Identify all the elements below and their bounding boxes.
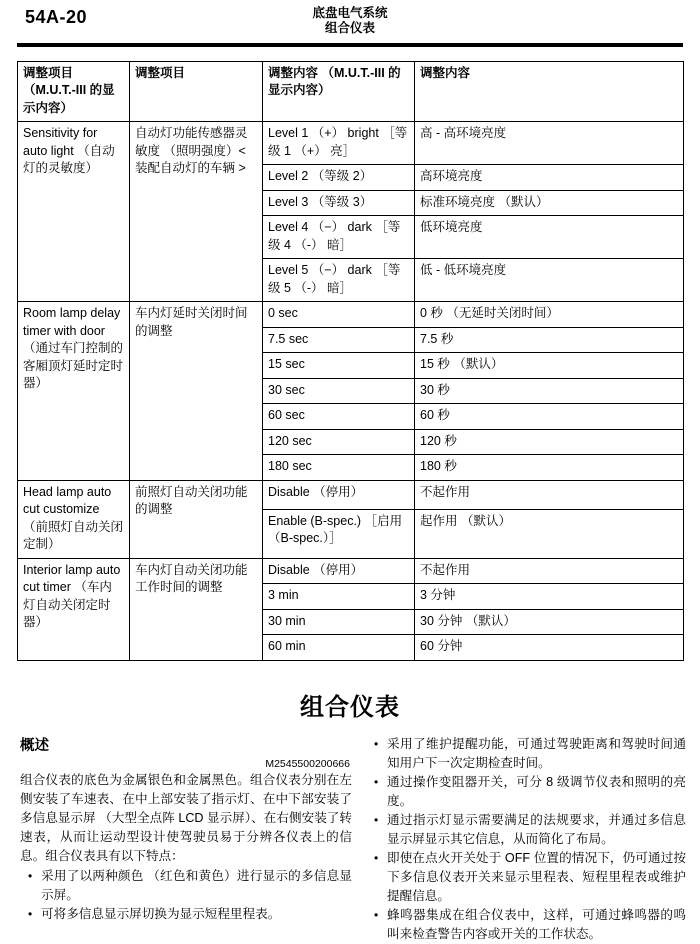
table-header-cell: 调整内容 （M.U.T.-III 的显示内容） <box>263 61 415 122</box>
value-cell: 180 sec <box>263 455 415 481</box>
value-cell: Level 3 （等级 3） <box>263 190 415 216</box>
header-chapter-title: 底盘电气系统 <box>312 6 388 20</box>
value-desc-cell: 高 - 高环境亮度 <box>415 122 684 165</box>
value-desc-cell: 30 秒 <box>415 378 684 404</box>
value-cell: Enable (B-spec.) ［启用 （B-spec.）］ <box>263 509 415 558</box>
overview-paragraph: 组合仪表的底色为金属银色和金属黑色。组合仪表分别在左侧安装了车速表、在中上部安装了指示灯、在中下部安装了多信息显示屏 （大型全点阵 LCD 显示屏）、在右侧安装了转速表，从而让运动型设计使驾驶员易于分辨各仪表上的信息。组合仪表具有以下特点： <box>20 772 352 863</box>
value-desc-cell: 120 秒 <box>415 429 684 455</box>
table-row <box>18 122 684 165</box>
item-cell: Sensitivity for auto light （自动灯的灵敏度） <box>18 122 130 302</box>
feature-bullet: • 采用了维护提醒功能，可通过驾驶距离和驾驶时间通知用户下一次定期检查时间。 <box>374 735 686 773</box>
header-section-titles <box>0 0 700 36</box>
value-desc-cell: 7.5 秒 <box>415 327 684 353</box>
value-desc-cell: 不起作用 <box>415 480 684 509</box>
header-subsection-title: 组合仪表 <box>324 21 375 35</box>
table-header-cell: 调整内容 <box>415 61 684 122</box>
doc-number: M2545500200666 <box>265 757 350 770</box>
feature-bullet: • 采用了以两种颜色 （红色和黄色）进行显示的多信息显示屏。 <box>28 867 352 905</box>
value-cell: Level 1 （+） bright ［等级 1 （+） 亮］ <box>263 122 415 165</box>
value-cell: 120 sec <box>263 429 415 455</box>
feature-bullet: • 可将多信息显示屏切换为显示短程里程表。 <box>28 905 352 924</box>
two-column-body <box>0 728 700 944</box>
value-desc-cell: 180 秒 <box>415 455 684 481</box>
value-desc-cell: 15 秒 （默认） <box>415 353 684 379</box>
value-cell: Level 2 （等级 2） <box>263 165 415 191</box>
item-desc-cell: 自动灯功能传感器灵敏度 （照明强度）< 装配自动灯的车辆 > <box>130 122 263 302</box>
value-cell: 60 sec <box>263 404 415 430</box>
table-row <box>18 558 684 584</box>
feature-bullet: • 通过指示灯显示需要满足的法规要求，并通过多信息显示屏显示其它信息，从而简化了布局。 <box>374 811 686 849</box>
value-cell: Disable （停用） <box>263 558 415 584</box>
feature-list-right <box>366 735 686 944</box>
page-number: 54A-20 <box>25 7 88 27</box>
item-desc-cell: 前照灯自动关闭功能的调整 <box>130 480 263 558</box>
item-cell: Interior lamp auto cut timer （车内灯自动关闭定时器） <box>18 558 130 660</box>
value-cell: 30 min <box>263 609 415 635</box>
value-desc-cell: 3 分钟 <box>415 584 684 610</box>
table-header-row <box>18 61 684 122</box>
running-header <box>0 0 700 42</box>
item-desc-cell: 车内灯延时关闭时间的调整 <box>130 302 263 481</box>
header-rule <box>17 43 683 47</box>
adjustment-table <box>17 61 684 661</box>
value-desc-cell: 低 - 低环境亮度 <box>415 259 684 302</box>
feature-bullet: • 即使在点火开关处于 OFF 位置的情况下，仍可通过按下多信息仪表开关来显示里程表、短程里程表或维护提醒信息。 <box>374 849 686 906</box>
overview-heading: 概述 <box>20 737 49 754</box>
value-desc-cell: 60 秒 <box>415 404 684 430</box>
value-desc-cell: 0 秒 （无延时关闭时间） <box>415 302 684 328</box>
value-cell: 7.5 sec <box>263 327 415 353</box>
value-desc-cell: 60 分钟 <box>415 635 684 661</box>
table-row <box>18 480 684 509</box>
value-cell: 30 sec <box>263 378 415 404</box>
table-header-cell: 调整项目 （M.U.T.-III 的显示内容） <box>18 61 130 122</box>
item-cell: Room lamp delay timer with door （通过车门控制的客厢顶灯延时定时器） <box>18 302 130 481</box>
item-cell: Head lamp auto cut customize （前照灯自动关闭定制） <box>18 480 130 558</box>
item-desc-cell: 车内灯自动关闭功能工作时间的调整 <box>130 558 263 660</box>
left-column <box>20 732 352 944</box>
value-cell: 0 sec <box>263 302 415 328</box>
table-header-cell: 调整项目 <box>130 61 263 122</box>
value-cell: Level 5 （−） dark ［等级 5 （-） 暗］ <box>263 259 415 302</box>
value-cell: 15 sec <box>263 353 415 379</box>
value-desc-cell: 不起作用 <box>415 558 684 584</box>
value-cell: Disable （停用） <box>263 480 415 509</box>
table-row <box>18 302 684 328</box>
section-title: 组合仪表 <box>300 693 400 721</box>
value-desc-cell: 起作用 （默认） <box>415 509 684 558</box>
feature-bullet: • 蜂鸣器集成在组合仪表中，这样，可通过蜂鸣器的鸣叫来检查警告内容或开关的工作状态。 <box>374 906 686 944</box>
value-cell: 3 min <box>263 584 415 610</box>
value-desc-cell: 标准环境亮度 （默认） <box>415 190 684 216</box>
value-desc-cell: 30 分钟 （默认） <box>415 609 684 635</box>
value-desc-cell: 低环境亮度 <box>415 216 684 259</box>
feature-bullet: • 通过操作变阻器开关，可分 8 级调节仪表和照明的亮度。 <box>374 773 686 811</box>
value-cell: Level 4 （−） dark ［等级 4 （-） 暗］ <box>263 216 415 259</box>
value-desc-cell: 高环境亮度 <box>415 165 684 191</box>
feature-list-left <box>20 867 352 924</box>
right-column <box>366 732 686 944</box>
value-cell: 60 min <box>263 635 415 661</box>
